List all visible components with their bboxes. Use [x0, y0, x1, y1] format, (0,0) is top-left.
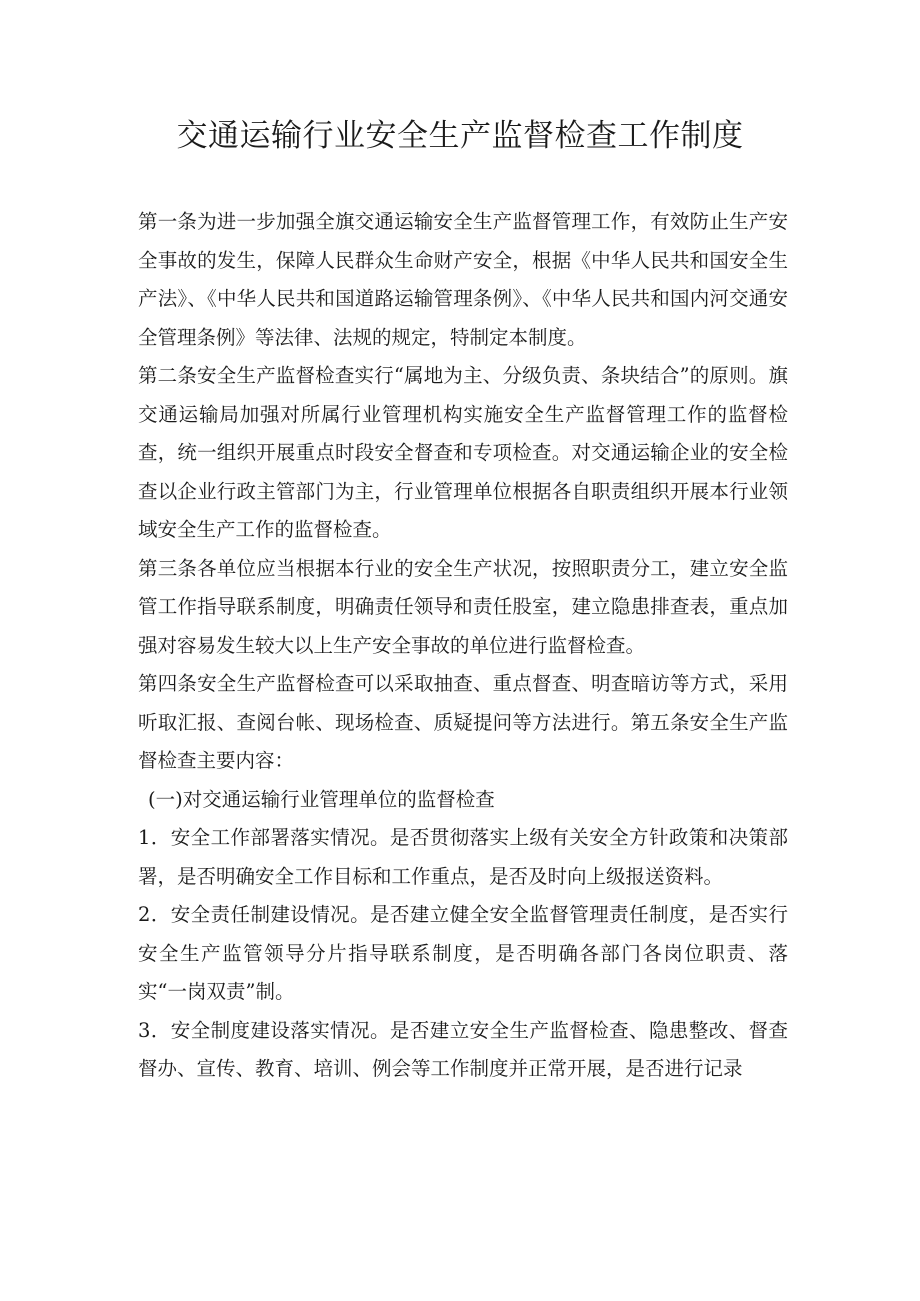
paragraph-article-4: 第四条安全生产监督检查可以采取抽查、重点督查、明查暗访等方式，采用听取汇报、查阅台帐、现场检查、质疑提问等方法进行。第五条安全生产监督检查主要内容：: [138, 672, 788, 772]
document-title: 交通运输行业安全生产监督检查工作制度: [176, 118, 744, 154]
list-item-2: 2．安全责任制建设情况。是否建立健全安全监督管理责任制度，是否实行安全生产监管领导分片指导联系制度，是否明确各部门各岗位职责、落实“一岗双责”制。: [138, 903, 788, 1003]
paragraph-article-3: 第三条各单位应当根据本行业的安全生产状况，按照职责分工，建立安全监管工作指导联系制度，明确责任领导和责任股室，建立隐患排查表，重点加强对容易发生较大以上生产安全事故的单位进行监督检查。: [138, 556, 788, 657]
section-heading-1: (一)对交通运输行业管理单位的监督检查: [148, 787, 495, 811]
list-item-3: 3．安全制度建设落实情况。是否建立安全生产监督检查、隐患整改、督查督办、宣传、教育、培训、例会等工作制度并正常开展，是否进行记录: [138, 1018, 788, 1080]
paragraph-article-2: 第二条安全生产监督检查实行“属地为主、分级负责、条块结合”的原则。旗交通运输局加强对所属行业管理机构实施安全生产监督管理工作的监督检查，统一组织开展重点时段安全督查和专项检查。对交通运输企业的安全检查以企业行政主管部门为主，行业管理单位根据各自职责组织开展本行业领域安全生产工作的监督检查。: [138, 364, 788, 541]
document-body: [138, 203, 788, 1089]
paragraph-article-1: 第一条为进一步加强全旗交通运输安全生产监督管理工作，有效防止生产安全事故的发生，保障人民群众生命财产安全，根据《中华人民共和国安全生产法》、《中华人民共和国道路运输管理条例》、《中华人民共和国内河交通安全管理条例》等法律、法规的规定，特制定本制度。: [138, 210, 788, 349]
list-item-1: 1．安全工作部署落实情况。是否贯彻落实上级有关安全方针政策和决策部署，是否明确安全工作目标和工作重点，是否及时向上级报送资料。: [138, 826, 788, 888]
